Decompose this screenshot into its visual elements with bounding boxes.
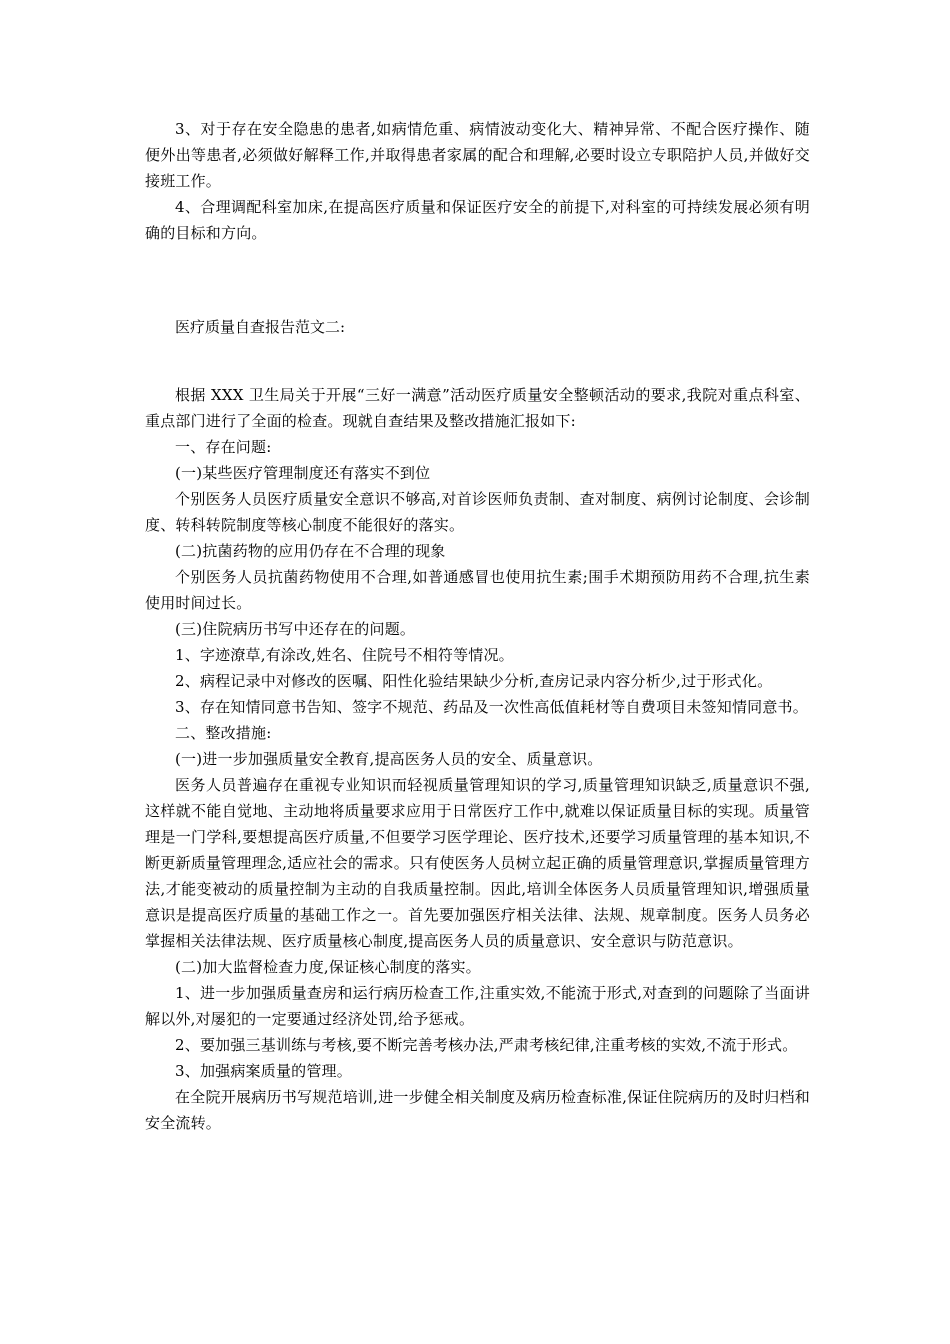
heading-measures: 二、整改措施: xyxy=(175,724,272,742)
subheading: (一)某些医疗管理制度还有落实不到位 xyxy=(175,464,431,482)
list-item: 3、存在知情同意书告知、签字不规范、药品及一次性高低值耗材等自费项目未签知情同意书。 xyxy=(175,698,808,716)
subheading: (一)进一步加强质量安全教育,提高医务人员的安全、质量意识。 xyxy=(175,750,603,768)
list-item: 1、字迹潦草,有涂改,姓名、住院号不相符等情况。 xyxy=(175,646,514,664)
paragraph: 个别医务人员抗菌药物使用不合理,如普通感冒也使用抗生素;围手术期预防用药不合理,抗生素使用时间过长。 xyxy=(145,568,810,612)
paragraph: 医务人员普遍存在重视专业知识而轻视质量管理知识的学习,质量管理知识缺乏,质量意识不强,这样就不能自觉地、主动地将质量要求应用于日常医疗工作中,就难以保证质量目标的实现。质量管理是一门学科,要想提高医疗质量,不但要学习医学理论、医疗技术,还要学习质量管理的基本知识,不断更新质量管理理念,适应社会的需求。只有使医务人员树立起正确的质量管理意识,掌握质量管理方法,才能变被动的质量控制为主动的自我质量控制。因此,培训全体医务人员质量管理知识,增强质量意识是提高医疗质量的基础工作之一。首先要加强医疗相关法律、法规、规章制度。医务人员务必掌握相关法律法规、医疗质量核心制度,提高医务人员的质量意识、安全意识与防范意识。 xyxy=(145,776,810,950)
spacer xyxy=(145,246,810,314)
document-page xyxy=(145,116,810,1136)
list-item: 2、要加强三基训练与考核,要不断完善考核办法,严肃考核纪律,注重考核的实效,不流于形式。 xyxy=(175,1036,798,1054)
paragraph: 个别医务人员医疗质量安全意识不够高,对首诊医师负责制、查对制度、病例讨论制度、会诊制度、转科转院制度等核心制度不能很好的落实。 xyxy=(145,490,810,534)
paragraph: 4、合理调配科室加床,在提高医疗质量和保证医疗安全的前提下,对科室的可持续发展必须有明确的目标和方向。 xyxy=(145,198,810,242)
list-item: 1、进一步加强质量查房和运行病历检查工作,注重实效,不能流于形式,对查到的问题除了当面讲解以外,对屡犯的一定要通过经济处罚,给予惩戒。 xyxy=(145,984,810,1028)
list-item: 2、病程记录中对修改的医嘱、阳性化验结果缺少分析,查房记录内容分析少,过于形式化。 xyxy=(175,672,773,690)
subheading: (二)抗菌药物的应用仍存在不合理的现象 xyxy=(175,542,446,560)
list-item: 3、加强病案质量的管理。 xyxy=(175,1062,352,1080)
subheading: (三)住院病历书写中还存在的问题。 xyxy=(175,620,416,638)
subheading: (二)加大监督检查力度,保证核心制度的落实。 xyxy=(175,958,481,976)
spacer xyxy=(145,340,810,382)
paragraph: 根据 XXX 卫生局关于开展“三好一满意”活动医疗质量安全整顿活动的要求,我院对重点科室、重点部门进行了全面的检查。现就自查结果及整改措施汇报如下: xyxy=(145,386,810,430)
section-title: 医疗质量自查报告范文二: xyxy=(175,318,346,336)
paragraph: 3、对于存在安全隐患的患者,如病情危重、病情波动变化大、精神异常、不配合医疗操作、随便外出等患者,必须做好解释工作,并取得患者家属的配合和理解,必要时设立专职陪护人员,并做好交接班工作。 xyxy=(145,120,810,190)
paragraph: 在全院开展病历书写规范培训,进一步健全相关制度及病历检查标准,保证住院病历的及时归档和安全流转。 xyxy=(145,1088,810,1132)
heading-problems: 一、存在问题: xyxy=(175,438,272,456)
